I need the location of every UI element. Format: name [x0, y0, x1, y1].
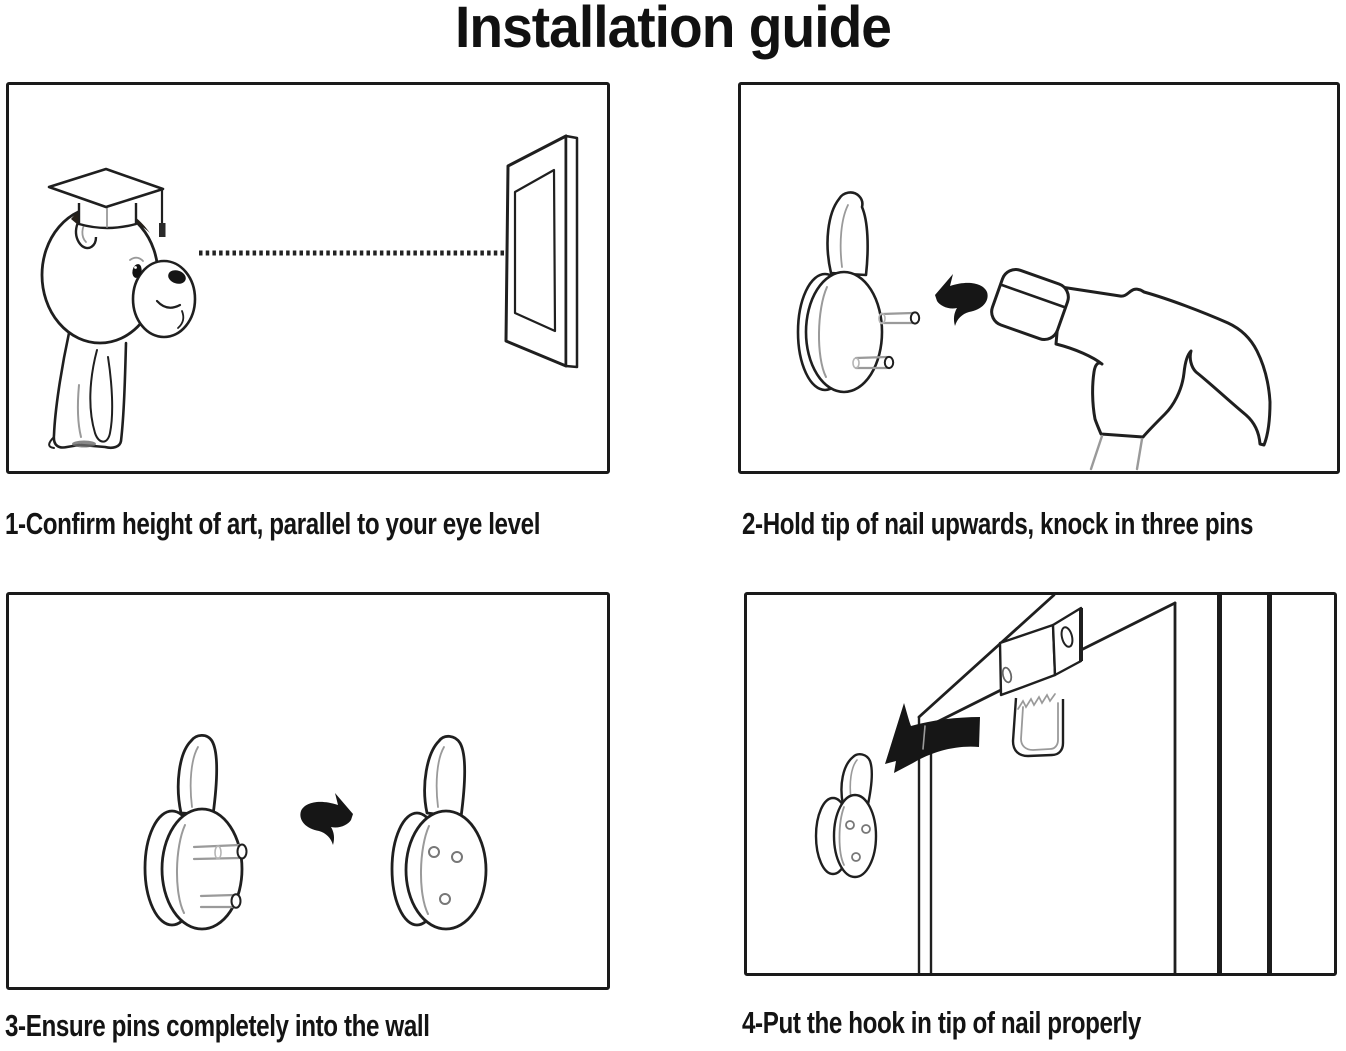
step-1-panel	[6, 82, 610, 474]
step-2-caption: 2-Hold tip of nail upwards, knock in three pins	[742, 506, 1253, 541]
bear-figure	[42, 169, 195, 448]
hammer-handle	[1091, 436, 1142, 469]
bear-eye-level-illustration	[9, 85, 607, 471]
knock-direction-arrow	[935, 274, 988, 326]
step-1-caption: 1-Confirm height of art, parallel to your eye level	[5, 506, 541, 541]
hanging-bracket	[1000, 608, 1081, 756]
push-direction-arrow	[300, 793, 353, 845]
wall-hook-pins-out	[145, 735, 247, 929]
step-3-panel	[6, 592, 610, 990]
hang-direction-arrow	[885, 703, 980, 773]
wall-lines	[1217, 595, 1272, 973]
step-2-panel	[738, 82, 1340, 474]
picture-frame	[506, 136, 577, 367]
step-3-caption: 3-Ensure pins completely into the wall	[5, 1008, 430, 1043]
hammer	[988, 266, 1270, 469]
wall-hook-pins-flush	[392, 736, 486, 929]
step-4-panel	[744, 592, 1337, 976]
pins-into-wall-illustration	[9, 595, 607, 987]
step-4-caption: 4-Put the hook in tip of nail properly	[742, 1005, 1141, 1040]
hammer-knock-illustration	[741, 85, 1337, 471]
wall-hook-mounted	[816, 754, 876, 877]
page-title: Installation guide	[455, 0, 891, 60]
wall-hook	[798, 192, 919, 392]
hang-frame-illustration	[747, 595, 1334, 973]
